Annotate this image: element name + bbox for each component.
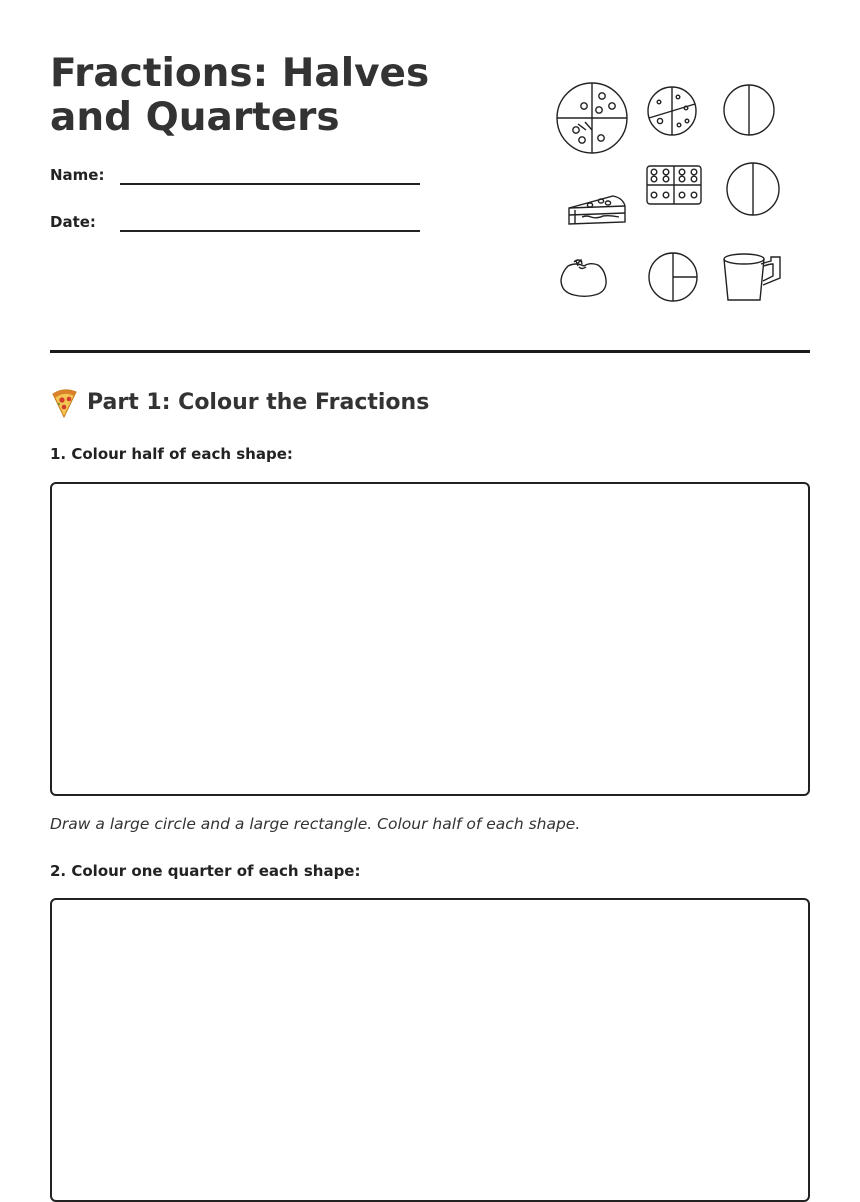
tomato-icon bbox=[560, 258, 608, 298]
measuring-jug-icon bbox=[723, 252, 783, 302]
name-field[interactable] bbox=[50, 166, 420, 190]
question-1-label: 1. Colour half of each shape: bbox=[50, 445, 293, 463]
question-1-instruction: Draw a large circle and a large rectangle. Colour half of each shape. bbox=[50, 815, 581, 833]
pizza-quarters-icon bbox=[556, 82, 628, 154]
pizza-halves-icon bbox=[647, 86, 697, 136]
circle-half-icon bbox=[726, 162, 780, 216]
name-line[interactable] bbox=[120, 183, 420, 185]
question-1-answer-box[interactable] bbox=[50, 482, 810, 796]
part1-title: Part 1: Colour the Fractions bbox=[87, 390, 430, 415]
cake-slice-icon bbox=[567, 194, 627, 228]
question-2-answer-box[interactable] bbox=[50, 898, 810, 1202]
question-2-label: 2. Colour one quarter of each shape: bbox=[50, 862, 361, 880]
rectangle-eighths-icon bbox=[646, 165, 702, 205]
date-label: Date: bbox=[50, 213, 96, 231]
fraction-icons-grid bbox=[550, 76, 790, 311]
part1-header bbox=[50, 386, 810, 422]
date-line[interactable] bbox=[120, 230, 420, 232]
pizza-slice-icon bbox=[50, 388, 78, 418]
name-label: Name: bbox=[50, 166, 105, 184]
circle-half-icon bbox=[723, 84, 775, 136]
header-divider bbox=[50, 350, 810, 353]
worksheet-title: Fractions: Halves and Quarters bbox=[50, 51, 430, 140]
circle-quarters-icon bbox=[648, 252, 698, 302]
date-field[interactable] bbox=[50, 213, 420, 237]
